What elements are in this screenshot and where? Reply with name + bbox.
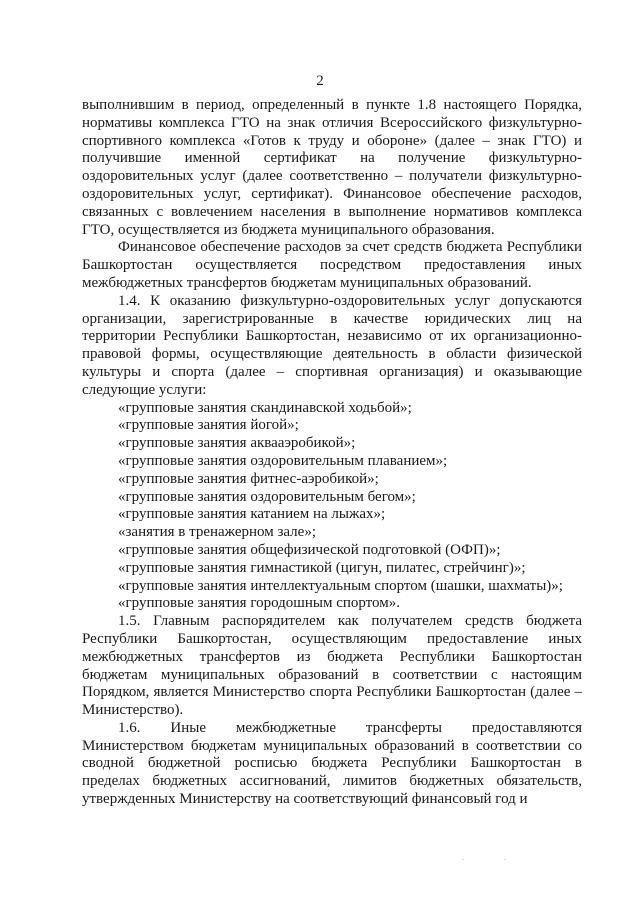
page-number: 2 — [316, 73, 324, 89]
scan-marks: .. — [462, 853, 546, 862]
list-item: «групповые занятия аквааэробикой»; — [118, 435, 356, 452]
list-item: «групповые занятия оздоровительным бегом»; — [118, 488, 416, 505]
list-item: «групповые занятия общефизической подготовкой (ОФП)»; — [118, 541, 501, 558]
list-item: «групповые занятия оздоровительным плаванием»; — [118, 452, 448, 469]
paragraph-1-4: 1.4. К оказанию физкультурно-оздоровительных услуг допускаются организации, зарегистрированные в качестве юридических лиц на территории Республики Башкортостан, независимо от их организационно-правовой формы, осуществляющие деятельность в области физической культуры и спорта (далее – спортивная организация) и оказывающие следующие услуги: — [82, 292, 582, 398]
paragraph-1-6: 1.6. Иные межбюджетные трансферты предоставляются Министерством бюджетам муниципальных образований в соответствии со сводной бюджетной росписью бюджета Республики Башкортостан в пределах бюджетных ассигнований, лимитов бюджетных обязательств, утвержденных Министерству на соответствующий финансовый год и — [82, 719, 582, 808]
paragraph-financing: Финансовое обеспечение расходов за счет средств бюджета Республики Башкортостан осуществляется посредством предоставления иных межбюджетных трансфертов бюджетам муниципальных образований. — [82, 239, 582, 291]
list-item: «занятия в тренажерном зале»; — [118, 524, 316, 541]
list-item: «групповые занятия фитнес-аэробикой»; — [118, 470, 379, 487]
list-item: «групповые занятия интеллектуальным спортом (шашки, шахматы)»; — [118, 577, 563, 594]
list-item: «групповые занятия йогой»; — [118, 417, 299, 434]
services-list — [82, 400, 582, 614]
paragraph-continuation: выполнившим в период, определенный в пункте 1.8 настоящего Порядка, нормативы комплекса ГТО на знак отличия Всероссийского физкультурно-спортивного комплекса «Готов к труду и обороне» (далее – знак ГТО) и получившие именной сертификат на получение физкультурно-оздоровительных услуг (далее соответственно – получатели физкультурно-оздоровительных услуг, сертификат). Финансовое обеспечение расходов, связанных с вовлечением населения в выполнение нормативов комплекса ГТО, осуществляется из бюджета муниципального образования. — [82, 97, 582, 238]
list-item: «групповые занятия гимнастикой (цигун, пилатес, стрейчинг)»; — [118, 559, 526, 576]
paragraph-1-5: 1.5. Главным распорядителем как получателем средств бюджета Республики Башкортостан, осуществляющим предоставление иных межбюджетных трансфертов из бюджета Республики Башкортостан бюджетам муниципальных образований в соответствии с настоящим Порядком, является Министерство спорта Республики Башкортостан (далее – Министерство). — [82, 613, 582, 719]
list-item: «групповые занятия городошным спортом». — [118, 595, 400, 612]
document-body — [82, 97, 582, 809]
list-item: «групповые занятия скандинавской ходьбой»; — [118, 399, 412, 416]
list-item: «групповые занятия катанием на лыжах»; — [118, 506, 386, 523]
